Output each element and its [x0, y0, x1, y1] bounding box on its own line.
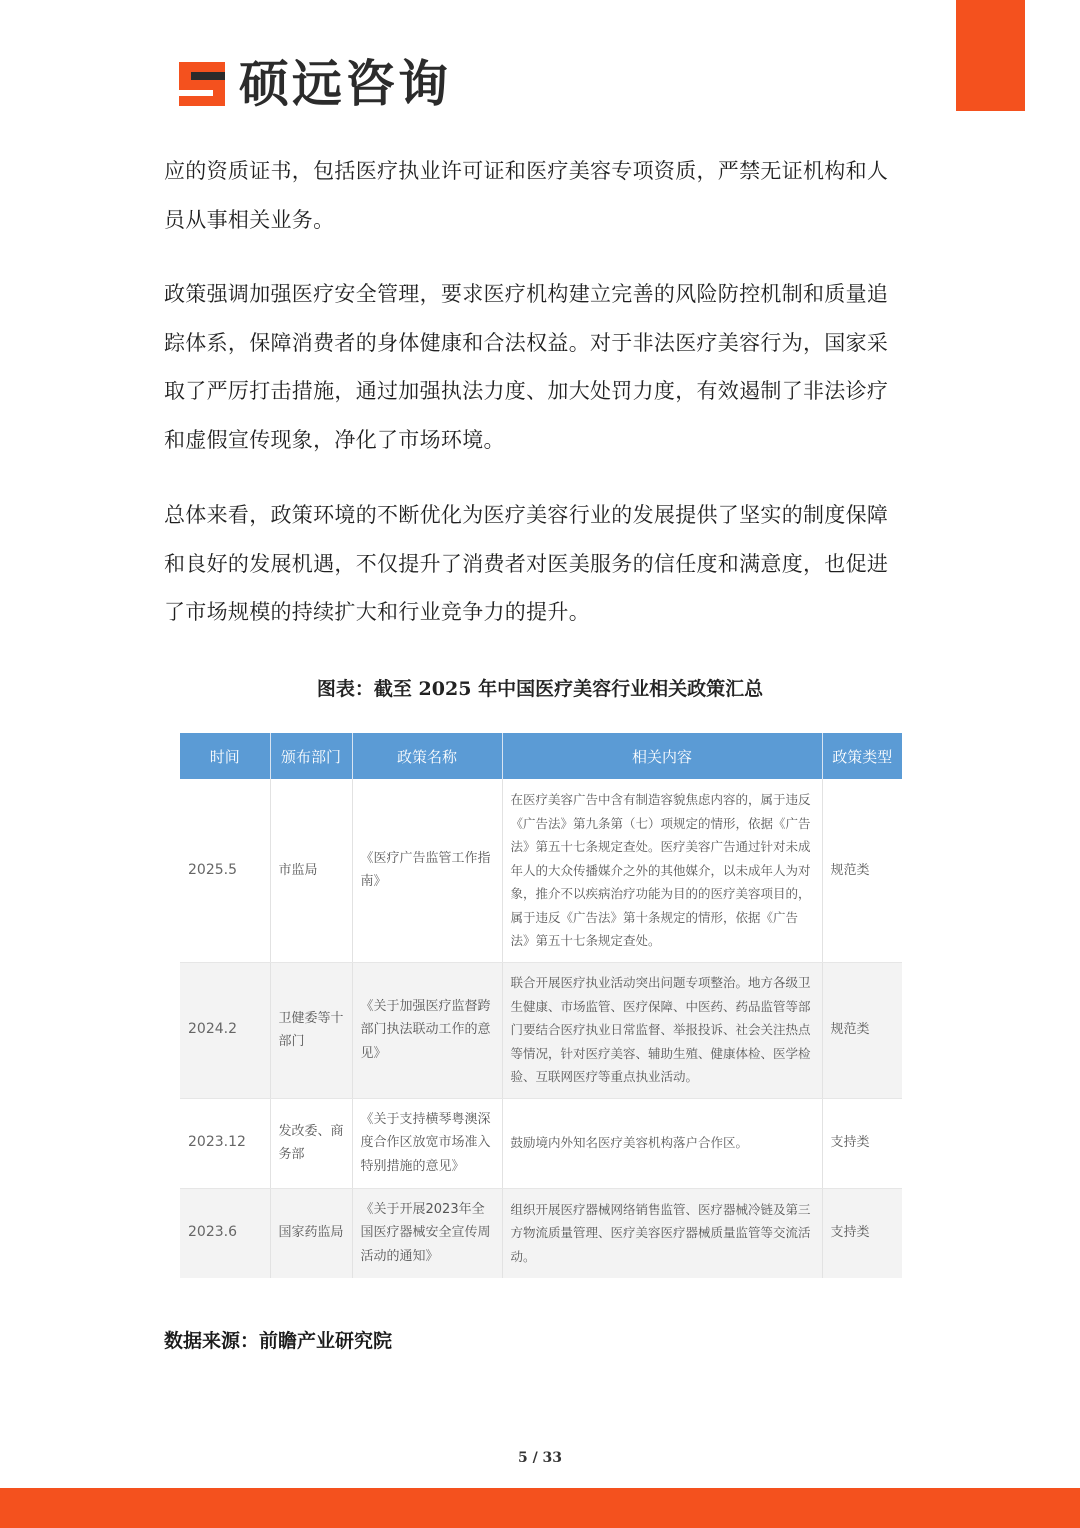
corner-accent-block: [956, 0, 1025, 111]
header-policy-type: 政策类型: [822, 733, 902, 779]
body-paragraph-3: 总体来看，政策环境的不断优化为医疗美容行业的发展提供了坚实的制度保障和良好的发展机遇，不仅提升了消费者对医美服务的信任度和满意度，也促进了市场规模的持续扩大和行业竞争力的提升。: [164, 503, 889, 624]
cell-dept: 国家药监局: [270, 1188, 352, 1278]
body-paragraph-1: 应的资质证书，包括医疗执业许可证和医疗美容专项资质，严禁无证机构和人员从事相关业务。: [164, 159, 889, 232]
cell-time: 2023.6: [180, 1188, 270, 1278]
cell-content: 联合开展医疗执业活动突出问题专项整治。地方各级卫生健康、市场监管、医疗保障、中医药、药品监管等部门要结合医疗执业日常监督、举报投诉、社会关注热点等情况，针对医疗美容、辅助生殖、健康体检、医学检验、互联网医疗等重点执业活动。: [502, 962, 822, 1098]
cell-policy-type: 支持类: [822, 1098, 902, 1188]
table-row: [180, 1188, 902, 1278]
caption-prefix: 图表：截至: [316, 678, 412, 700]
body-paragraph-2: 政策强调加强医疗安全管理，要求医疗机构建立完善的风险防控机制和质量追踪体系，保障消费者的身体健康和合法权益。对于非法医疗美容行为，国家采取了严厉打击措施，通过加强执法力度、加大处罚力度，有效遏制了非法诊疗和虚假宣传现象，净化了市场环境。: [164, 282, 889, 452]
cell-content: 鼓励境内外知名医疗美容机构落户合作区。: [502, 1098, 822, 1188]
cell-policy-type: 规范类: [822, 962, 902, 1098]
cell-policy-name: 《关于加强医疗监督跨部门执法联动工作的意见》: [352, 962, 502, 1098]
cell-time: 2024.2: [180, 962, 270, 1098]
cell-content: 组织开展医疗器械网络销售监管、医疗器械冷链及第三方物流质量管理、医疗美容医疗器械质量监管等交流活动。: [502, 1188, 822, 1278]
cell-policy-type: 规范类: [822, 779, 902, 962]
cell-time: 2025.5: [180, 779, 270, 962]
caption-suffix: 年中国医疗美容行业相关政策汇总: [478, 678, 764, 700]
cell-dept: 市监局: [270, 779, 352, 962]
logo-mark-icon: [175, 58, 229, 110]
page-number: 5 / 33: [517, 1450, 563, 1466]
cell-dept: 卫健委等十部门: [270, 962, 352, 1098]
cell-time: 2023.12: [180, 1098, 270, 1188]
cell-policy-type: 支持类: [822, 1188, 902, 1278]
cell-content: 在医疗美容广告中含有制造容貌焦虑内容的，属于违反《广告法》第九条第（七）项规定的情形，依据《广告法》第五十七条规定查处。医疗美容广告通过针对未成年人的大众传播媒介之外的其他媒介，以未成年人为对象，推介不以疾病治疗功能为目的的医疗美容项目的，属于违反《广告法》第十条规定的情形，依据《广告法》第五十七条规定查处。: [502, 779, 822, 962]
logo-text: 硕远咨询: [239, 55, 451, 113]
cell-policy-name: 《医疗广告监管工作指南》: [352, 779, 502, 962]
data-source-note: 数据来源：前瞻产业研究院: [164, 1330, 393, 1352]
brand-logo: [175, 55, 451, 113]
cell-dept: 发改委、商务部: [270, 1098, 352, 1188]
header-time: 时间: [180, 733, 270, 779]
footer-accent-bar: [0, 1488, 1080, 1528]
table-header-row: [180, 733, 902, 779]
policy-table: [180, 733, 902, 1278]
table-row: [180, 779, 902, 962]
header-content: 相关内容: [502, 733, 822, 779]
cell-policy-name: 《关于支持横琴粤澳深度合作区放宽市场准入特别措施的意见》: [352, 1098, 502, 1188]
caption-year: 2025: [418, 678, 472, 700]
table-row: [180, 962, 902, 1098]
cell-policy-name: 《关于开展2023年全国医疗器械安全宣传周活动的通知》: [352, 1188, 502, 1278]
header-policy-name: 政策名称: [352, 733, 502, 779]
table-row: [180, 1098, 902, 1188]
header-dept: 颁布部门: [270, 733, 352, 779]
table-caption: [0, 674, 1080, 701]
policy-table-image: [180, 733, 902, 1278]
